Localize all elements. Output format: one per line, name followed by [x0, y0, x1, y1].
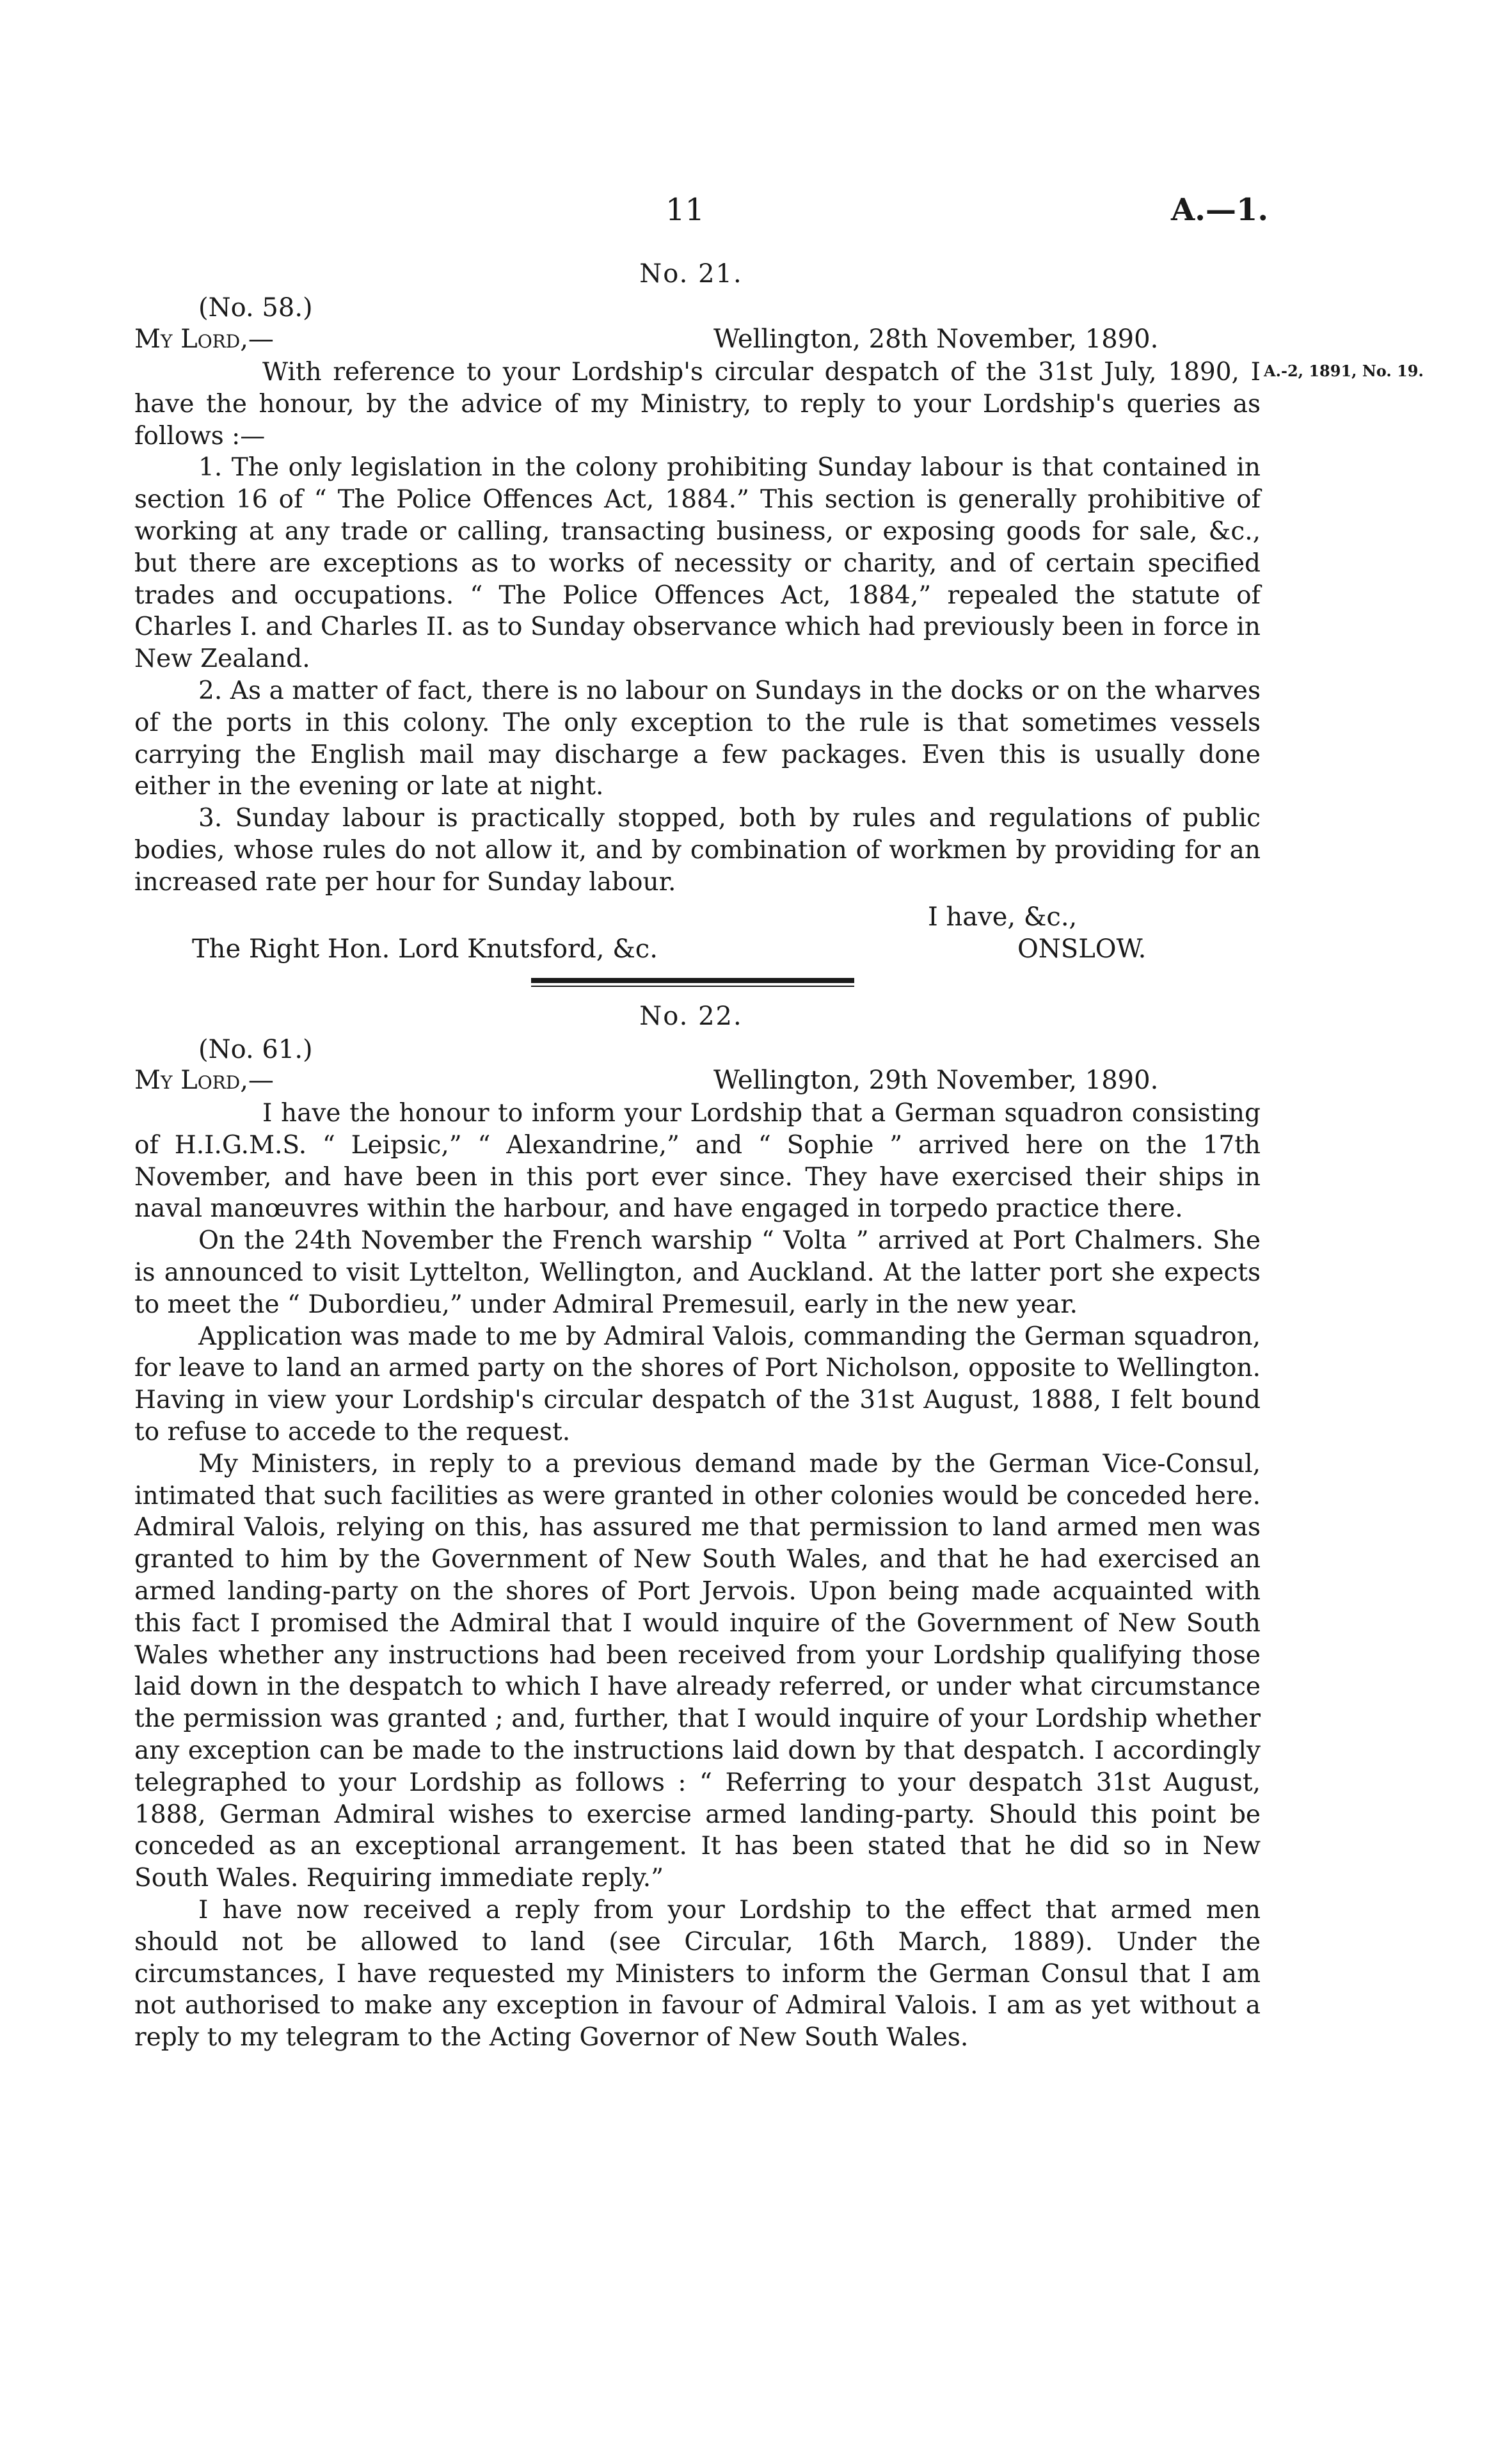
letter-21-heading: No. 21.: [639, 259, 743, 289]
letter-21-place-date: Wellington, 28th November, 1890.: [713, 324, 1159, 354]
letter-21-salutation: [134, 324, 274, 354]
letter-22-paragraph: Application was made to me by Admiral Valois, commanding the German squadron, for leave to land an armed party on the shores of Port Nicholson, opposite to Wellington. Having in view your Lordship's circular despatch of the 31st August, 1888, I felt bound to refuse to accede to the request.: [134, 1322, 1261, 1446]
salutation-initial: M: [134, 324, 161, 354]
salutation-dash: ,—: [240, 1066, 274, 1095]
letter-21-paragraph: 1. The only legislation in the colony prohibiting Sunday labour is that contained in section 16 of “ The Police Offences Act, 1884.” This section is generally prohibitive of working at any trade or calling, transacting business, or exposing goods for sale, &c., but there are exceptions as to works of necessity or charity, and of certain specified trades and occupations. “ The Police Offences Act, 1884,” repealed the statute of Charles I. and Charles II. as to Sunday observance which had previously been in force in New Zealand.: [134, 453, 1261, 674]
page-reference: A.—1.: [1171, 192, 1269, 228]
letter-22-heading: No. 22.: [639, 1002, 743, 1031]
letter-22-place-date: Wellington, 29th November, 1890.: [713, 1066, 1159, 1095]
letter-22-body: [134, 1098, 1261, 2054]
letter-21-paragraph: With reference to your Lordship's circular despatch of the 31st July, 1890, I have the honour, by the advice of my Ministry, to reply to your Lordship's queries as follows :—: [134, 358, 1261, 451]
salutation-initial: M: [134, 1066, 161, 1095]
letter-21-addressee: The Right Hon. Lord Knutsford, &c.: [192, 934, 658, 964]
letter-22-paragraph: I have the honour to inform your Lordship that a German squadron consisting of H.I.G.M.S. “ Leipsic,” “ Alexandrine,” and “ Sophie ” arrived here on the 17th November, and have been in this port ever since. They have exercised their ships in naval manœuvres within the harbour, and have engaged in torpedo practice there.: [134, 1099, 1261, 1224]
letter-21-reference: (No. 58.): [198, 293, 313, 323]
letter-21-margin-note: A.-2, 1891, No. 19.: [1264, 362, 1424, 380]
letter-21-paragraph: 3. Sunday labour is practically stopped, both by rules and regulations of public bodies, whose rules do not allow it, and by combination of workmen by providing for an increased rate per hour for Sunday labour.: [134, 804, 1261, 897]
section-divider-thick: [531, 978, 854, 983]
letter-22-reference: (No. 61.): [198, 1035, 313, 1064]
letter-21-body: [134, 356, 1261, 899]
letter-21-paragraph: 2. As a matter of fact, there is no labour on Sundays in the docks or on the wharves of the ports in this colony. The only exception to the rule is that sometimes vessels carrying the English mail may discharge a few packages. Even this is usually done either in the evening or late at night.: [134, 676, 1261, 801]
letter-22-paragraph: My Ministers, in reply to a previous demand made by the German Vice-Consul, intimated that such facilities as were granted in other colonies would be conceded here. Admiral Valois, relying on this, has assured me that permission to land armed men was granted to him by the Government of New South Wales, and that he had exercised an armed landing-party on the shores of Port Jervois. Upon being made acquainted with this fact I promised the Admiral that I would inquire of the Government of New South Wales whether any instructions had been received from your Lordship qualifying those laid down in the despatch to which I have already referred, or under what circumstance the permission was granted ; and, further, that I would inquire of your Lordship whether any exception can be made to the instructions laid down by that despatch. I accordingly telegraphed to your Lordship as follows : “ Referring to your despatch 31st August, 1888, German Admiral wishes to exercise armed landing-party. Should this point be conceded as an exceptional arrangement. It has been stated that he did so in New South Wales. Requiring immediate reply.”: [134, 1449, 1261, 1893]
salutation-lord: y Lord: [160, 1066, 241, 1095]
salutation-lord: y Lord: [160, 324, 241, 354]
letter-22-salutation: [134, 1066, 274, 1095]
page-number: 11: [665, 192, 705, 228]
letter-21-closing: I have, &c.,: [928, 902, 1078, 932]
letter-22-paragraph: I have now received a reply from your Lordship to the effect that armed men should not be allowed to land (see Circular, 16th March, 1889). Under the circumstances, I have requested my Ministers to inform the German Consul that I am not authorised to make any exception in favour of Admiral Valois. I am as yet without a reply to my telegram to the Acting Governor of New South Wales.: [134, 1895, 1261, 2052]
section-divider-thin: [531, 986, 854, 987]
letter-21-signature: ONSLOW.: [1017, 934, 1147, 964]
salutation-dash: ,—: [240, 324, 274, 354]
letter-22-paragraph: On the 24th November the French warship “ Volta ” arrived at Port Chalmers. She is announced to visit Lyttelton, Wellington, and Auckland. At the latter port she expects to meet the “ Dubordieu,” under Admiral Premesuil, early in the new year.: [134, 1226, 1261, 1319]
